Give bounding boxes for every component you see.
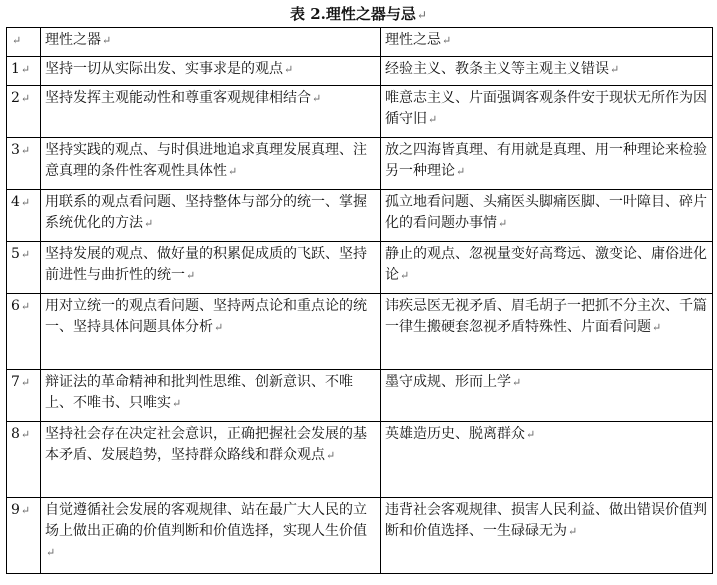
cell-mark-icon: ↵ [20,376,31,389]
cell-mark-icon: ↵ [214,321,224,334]
row-reason-tool: 坚持发展的观点、做好量的积累促成质的飞跃、坚持前进性与曲折性的统一↵ [41,242,381,294]
cell-mark-icon: ↵ [172,397,182,410]
cell-mark-icon: ↵ [144,217,154,230]
cell-mark-icon: ↵ [46,546,56,559]
cell-mark-icon: ↵ [428,113,438,126]
cell-mark-icon: ↵ [512,376,522,389]
cell-mark-icon: ↵ [284,63,294,76]
cell-mark-icon: ↵ [20,196,31,209]
row-number: 5↵ [7,242,41,294]
row-reason-taboo: 经验主义、教条主义等主观主义错误↵ [381,57,713,86]
cell-mark-icon: ↵ [20,504,31,517]
cell-mark-icon: ↵ [186,269,196,282]
cell-mark-icon: ↵ [12,34,22,47]
table-row [7,57,713,86]
row-number: 3↵ [7,138,41,190]
cell-mark-icon: ↵ [20,63,31,76]
row-reason-tool: 用联系的观点看问题、坚持整体与部分的统一、掌握系统优化的方法↵ [41,190,381,242]
table-caption [0,2,717,26]
row-number: 1↵ [7,57,41,86]
row-reason-taboo: 讳疾忌医无视矛盾、眉毛胡子一把抓不分主次、千篇一律生搬硬套忽视矛盾特殊性、片面看问题↵ [381,294,713,370]
cell-mark-icon: ↵ [20,428,31,441]
reason-table [6,27,713,574]
row-reason-taboo: 墨守成规、形而上学↵ [381,370,713,422]
cell-mark-icon: ↵ [526,428,536,441]
row-reason-tool: 用对立统一的观点看问题、坚持两点论和重点论的统一、坚持具体问题具体分析↵ [41,294,381,370]
cell-mark-icon: ↵ [312,92,322,105]
paragraph-mark-icon: ↵ [416,8,427,22]
table-row [7,138,713,190]
header-col-b [381,28,713,57]
row-reason-tool: 坚持发挥主观能动性和尊重客观规律相结合↵ [41,86,381,138]
cell-mark-icon: ↵ [498,217,508,230]
table-row [7,86,713,138]
cell-mark-icon: ↵ [652,321,662,334]
row-reason-taboo: 英雄造历史、脱离群众↵ [381,422,713,498]
table-row [7,294,713,370]
cell-mark-icon: ↵ [400,269,410,282]
row-reason-tool: 辩证法的革命精神和批判性思维、创新意识、不唯上、不唯书、只唯实↵ [41,370,381,422]
row-reason-taboo: 静止的观点、忽视量变好高骛远、激变论、庸俗进化论↵ [381,242,713,294]
table-header-row [7,28,713,57]
row-reason-taboo: 违背社会客观规律、损害人民利益、做出错误价值判断和价值选择、一生碌碌无为↵ [381,498,713,574]
table-row [7,370,713,422]
header-col-a-label: 理性之器 [45,32,101,48]
cell-mark-icon: ↵ [456,165,466,178]
row-reason-taboo: 放之四海皆真理、有用就是真理、用一种理论来检验另一种理论↵ [381,138,713,190]
cell-mark-icon: ↵ [568,525,578,538]
row-number: 6↵ [7,294,41,370]
row-number: 2↵ [7,86,41,138]
header-col-a [41,28,381,57]
cell-mark-icon: ↵ [610,63,620,76]
row-reason-tool: 坚持社会存在决定社会意识，正确把握社会发展的基本矛盾、发展趋势，坚持群众路线和群众观点↵ [41,422,381,498]
row-number: 8↵ [7,422,41,498]
table-row [7,242,713,294]
cell-mark-icon: ↵ [20,300,31,313]
row-number: 4↵ [7,190,41,242]
header-num-cell [7,28,41,57]
caption-text: 表 2.理性之器与忌 [290,5,416,23]
cell-mark-icon: ↵ [228,165,238,178]
header-col-b-label: 理性之忌 [385,32,441,48]
cell-mark-icon: ↵ [20,92,31,105]
table-row [7,498,713,574]
row-reason-tool: 坚持一切从实际出发、实事求是的观点↵ [41,57,381,86]
row-reason-tool: 自觉遵循社会发展的客观规律、站在最广大人民的立场上做出正确的价值判断和价值选择，实现人生价值↵ [41,498,381,574]
row-reason-taboo: 孤立地看问题、头痛医头脚痛医脚、一叶障目、碎片化的看问题办事情↵ [381,190,713,242]
row-reason-tool: 坚持实践的观点、与时俱进地追求真理发展真理、注意真理的条件性客观性具体性↵ [41,138,381,190]
row-number: 9↵ [7,498,41,574]
cell-mark-icon: ↵ [442,34,452,47]
cell-mark-icon: ↵ [20,144,31,157]
row-number: 7↵ [7,370,41,422]
row-reason-taboo: 唯意志主义、片面强调客观条件安于现状无所作为因循守旧↵ [381,86,713,138]
table-row [7,190,713,242]
table-row [7,422,713,498]
cell-mark-icon: ↵ [102,34,112,47]
cell-mark-icon: ↵ [326,449,336,462]
cell-mark-icon: ↵ [20,248,31,261]
